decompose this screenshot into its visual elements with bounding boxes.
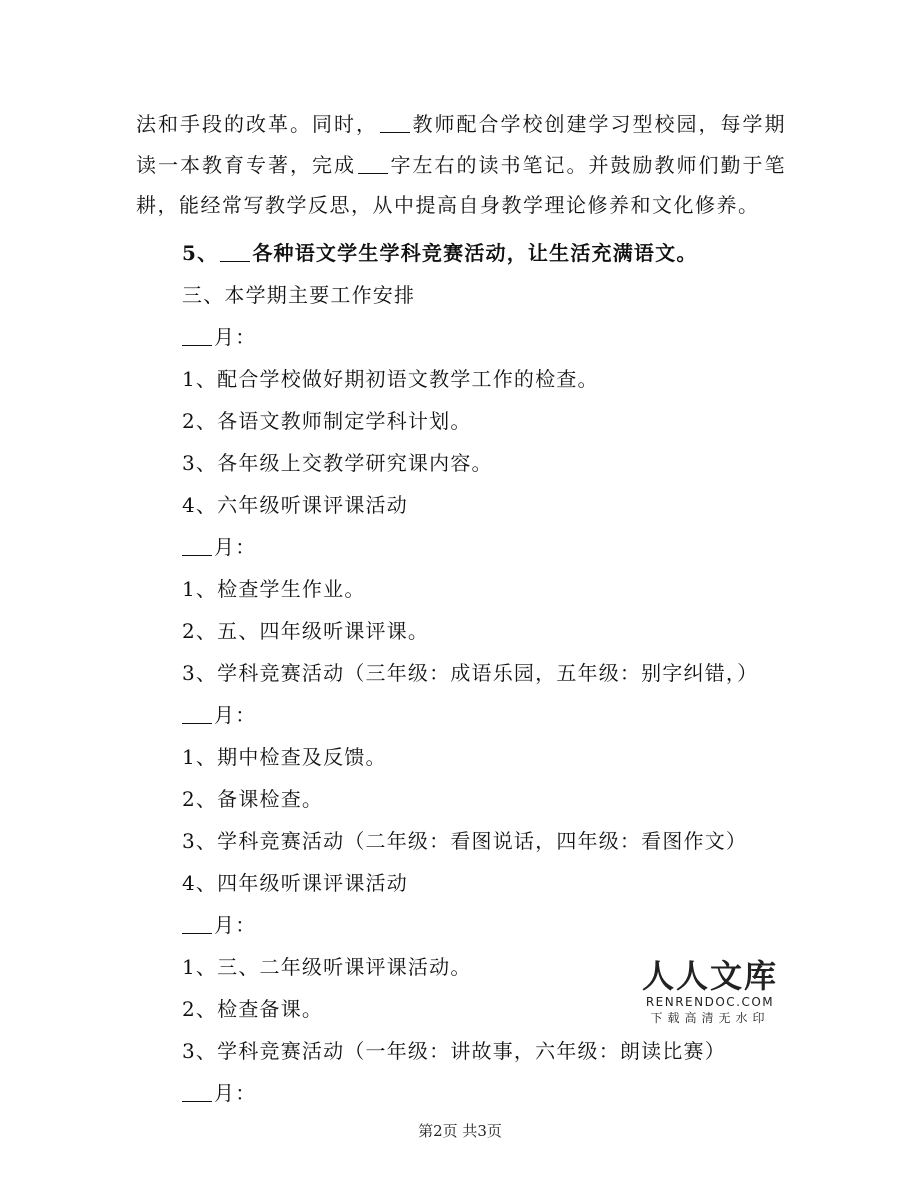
month-label: 月： xyxy=(214,324,257,349)
watermark-tag: 下载高清无水印 xyxy=(650,1011,770,1025)
fill-blank xyxy=(220,243,250,262)
list-item: 2、五、四年级听课评课。 xyxy=(182,618,430,643)
fill-blank xyxy=(380,114,410,133)
list-item: 4、四年级听课评课活动 xyxy=(182,870,408,895)
month-heading xyxy=(136,904,786,946)
item-5-text: 各种语文学生学科竞赛活动，让生活充满语文。 xyxy=(252,240,698,265)
list-item: 2、备课检查。 xyxy=(182,786,324,811)
fill-blank xyxy=(182,705,212,724)
list-item: 2、检查备课。 xyxy=(182,996,324,1021)
intro-text-c: 字左右的读书笔记。并鼓励教师们勤于笔耕，能经常写教学反思，从中提高自身教学理论修养和文化修养。 xyxy=(136,152,786,217)
fill-blank xyxy=(182,915,212,934)
list-item: 3、学科竞赛活动（三年级：成语乐园，五年级：别字纠错，） xyxy=(182,660,759,685)
list-item: 1、期中检查及反馈。 xyxy=(182,744,387,769)
list-item: 2、各语文教师制定学科计划。 xyxy=(182,408,472,433)
fill-blank xyxy=(358,155,388,174)
month-label: 月： xyxy=(214,534,257,559)
item-5-prefix: 5、 xyxy=(182,240,219,265)
month-label: 月： xyxy=(214,1080,257,1105)
section-3-title: 三、本学期主要工作安排 xyxy=(182,282,416,307)
month-heading xyxy=(136,526,786,568)
list-item: 1、配合学校做好期初语文教学工作的检查。 xyxy=(182,366,599,391)
watermark-title: 人人文库 xyxy=(641,957,778,995)
month-heading xyxy=(136,694,786,736)
month-heading xyxy=(136,316,786,358)
list-item: 3、各年级上交教学研究课内容。 xyxy=(182,450,493,475)
intro-text-a: 法和手段的改革。同时， xyxy=(136,112,378,136)
watermark-url: RENRENDOC.COM xyxy=(645,995,775,1009)
list-item: 1、检查学生作业。 xyxy=(182,576,366,601)
fill-blank xyxy=(182,1083,212,1102)
fill-blank xyxy=(182,327,212,346)
list-item: 1、三、二年级听课评课活动。 xyxy=(182,954,472,979)
watermark-logo xyxy=(640,958,780,1026)
item-5 xyxy=(136,232,786,274)
fill-blank xyxy=(182,537,212,556)
list-item: 3、学科竞赛活动（一年级：讲故事，六年级：朗读比赛） xyxy=(182,1038,726,1063)
list-item: 3、学科竞赛活动（二年级：看图说话，四年级：看图作文） xyxy=(182,828,748,853)
month-heading xyxy=(136,1072,786,1114)
page-number: 第2页 共3页 xyxy=(418,1122,502,1140)
intro-text-b: 教师配合学校创建学习型校园，每学期读一本教育专著，完成 xyxy=(136,112,786,177)
month-label: 月： xyxy=(214,702,257,727)
intro-paragraph xyxy=(136,104,786,226)
month-label: 月： xyxy=(214,912,257,937)
list-item: 4、六年级听课评课活动 xyxy=(182,492,408,517)
